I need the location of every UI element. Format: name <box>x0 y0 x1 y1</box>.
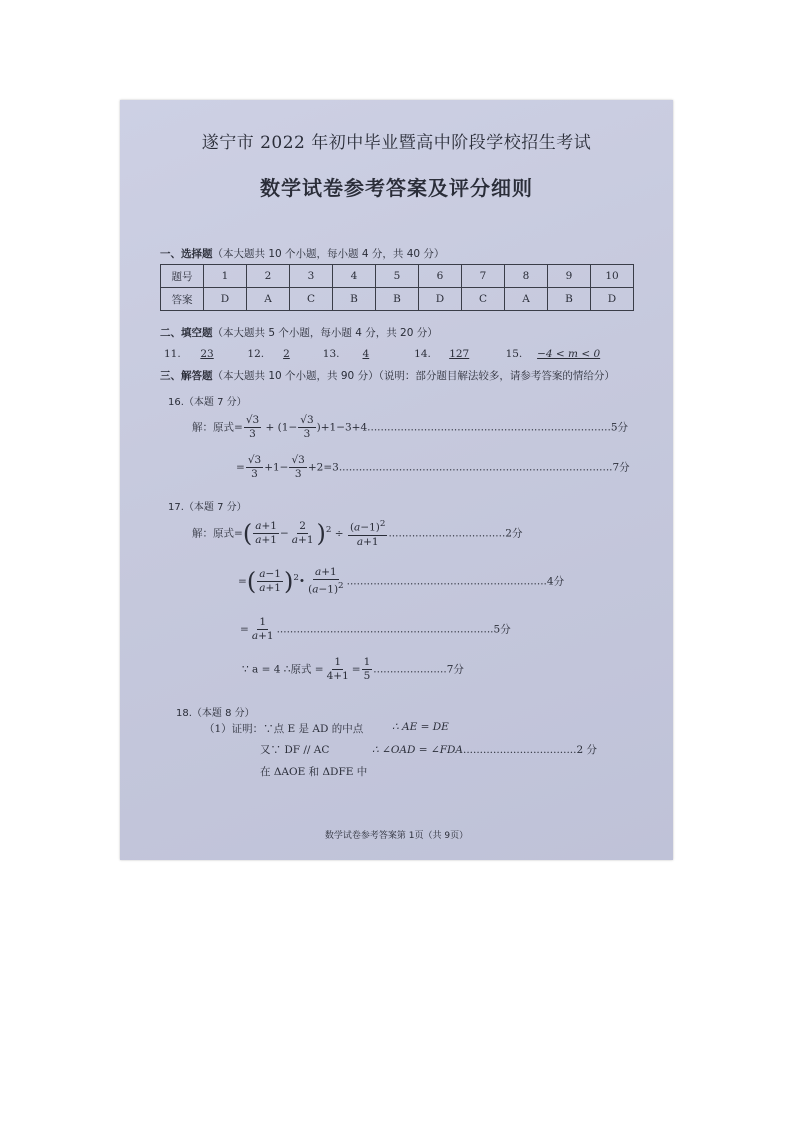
fill-number: 15. <box>505 348 523 360</box>
section-solve-note: （本大题共 10 个小题，共 90 分）（说明：部分题目解法较多，请参考答案的情给分） <box>212 370 615 382</box>
q18-line-3: 在 ΔAOE 和 ΔDFE 中 <box>260 766 368 778</box>
q16-score-1: 5分 <box>610 421 628 434</box>
table-cell: B <box>376 288 419 311</box>
q18-line-2-text: ∴ ∠OAD = ∠FDA <box>372 744 463 756</box>
fill-number: 11. <box>164 348 181 360</box>
fraction: $\frac{a+1}{a+1}$ <box>255 519 277 546</box>
fraction: $\frac{2}{a+1}$ <box>291 519 314 546</box>
fraction: $\frac{(a-1)^2}{a+1}$ <box>349 519 386 548</box>
table-cell: C <box>290 288 333 311</box>
fill-number: 13. <box>322 348 340 360</box>
fill-answer: 2 <box>283 348 290 360</box>
question-17-heading: 17.（本题 7 分） <box>168 502 247 513</box>
q17-step1: 解：原式=( $\frac{a+1}{a+1}$ − $\frac{2}{a+1}$ )$^2$ ÷ $\frac{(a-1)^2}{a+1}$ ...................................2分 <box>192 519 523 548</box>
fraction: $\frac{1}{5}$ <box>363 656 371 682</box>
fill-answer: 127 <box>449 348 470 360</box>
q17-score-4: 7分 <box>446 663 464 676</box>
fraction: $\frac{√3}{3}$ <box>300 414 314 440</box>
table-cell: 9 <box>548 265 591 288</box>
answer-sheet <box>120 100 673 860</box>
q18-line-1-result: ∴ AE = DE <box>392 721 449 733</box>
q17-jie: 解：原式= <box>192 527 243 540</box>
table-cell: 3 <box>290 265 333 288</box>
q18-line-1: （1）证明：∵点 E 是 AD 的中点 <box>204 723 364 735</box>
fill-answer: 23 <box>200 348 214 360</box>
table-cell: B <box>548 288 591 311</box>
q16-line1-tail: )+1−3+4 <box>316 421 368 434</box>
table-header-number: 题号 <box>161 265 204 288</box>
table-cell: 5 <box>376 265 419 288</box>
table-cell: D <box>591 288 634 311</box>
question-18-heading: 18.（本题 8 分） <box>176 708 255 719</box>
q17-step2: =( $\frac{a-1}{a+1}$ )$^2$• $\frac{a+1}{(a-1)^2}$ ............................................................4分 <box>238 566 565 596</box>
document-subtitle: 数学试卷参考答案及评分细则 <box>260 176 533 200</box>
table-cell: 8 <box>505 265 548 288</box>
table-cell: 1 <box>204 265 247 288</box>
table-cell: 2 <box>247 265 290 288</box>
choice-answer-table <box>160 264 634 311</box>
table-row <box>161 265 634 288</box>
fill-number: 12. <box>247 348 265 360</box>
section-choice-note: （本大题共 10 个小题，每小题 4 分，共 40 分） <box>212 248 445 260</box>
fraction: $\frac{√3}{3}$ <box>291 454 305 480</box>
fraction: $\frac{√3}{3}$ <box>247 454 262 480</box>
section-solve-label: 三、解答题 <box>160 370 213 382</box>
table-cell: D <box>204 288 247 311</box>
q16-step1: 解：原式= $\frac{√3}{3}$ + (1− $\frac{√3}{3}$ )+1−3+4.........................................................................5分 <box>192 414 628 440</box>
exam-title: 遂宁市 2022 年初中毕业暨高中阶段学校招生考试 <box>201 133 592 153</box>
q16-line2-tail: +2=3 <box>307 461 339 474</box>
fraction: $\frac{1}{a+1}$ <box>251 616 274 642</box>
table-cell: 7 <box>462 265 505 288</box>
table-cell: D <box>419 288 462 311</box>
section-fill-note: （本大题共 5 个小题，每小题 4 分，共 20 分） <box>212 327 438 339</box>
q18-line-2: 又∵ DF // AC <box>260 744 330 756</box>
table-cell: B <box>333 288 376 311</box>
table-cell: 4 <box>333 265 376 288</box>
fraction: $\frac{a-1}{a+1}$ <box>259 567 281 594</box>
table-cell: 10 <box>591 265 634 288</box>
q17-step3: = $\frac{1}{a+1}$ .................................................................5分 <box>240 616 511 642</box>
q17-score-3: 5分 <box>493 623 511 636</box>
table-cell: 6 <box>419 265 462 288</box>
q17-score-2: 4分 <box>546 575 565 588</box>
table-cell: A <box>505 288 548 311</box>
q16-jie: 解：原式= <box>192 421 243 434</box>
table-cell: A <box>247 288 290 311</box>
fraction: $\frac{a+1}{(a-1)^2}$ <box>308 566 344 596</box>
fill-number: 14. <box>414 348 431 360</box>
table-row <box>161 288 634 311</box>
section-solve-heading <box>160 368 615 383</box>
fill-answer: −4 < m < 0 <box>537 348 601 360</box>
table-header-answer: 答案 <box>161 288 204 311</box>
q18-line-2-result: ∴ ∠OAD = ∠FDA..................................2 分 <box>372 744 597 756</box>
q16-step2: = $\frac{√3}{3}$ +1− $\frac{√3}{3}$ +2=3..................................................................................7分 <box>236 454 630 480</box>
fill-answers-row <box>164 348 612 360</box>
section-choice-heading <box>160 246 444 261</box>
q17-condition: ∵ a = 4 ∴原式 = <box>242 663 324 676</box>
q17-score-1: 2分 <box>505 527 523 540</box>
table-cell: C <box>462 288 505 311</box>
section-fill-heading <box>160 325 438 340</box>
q17-step4: ∵ a = 4 ∴原式 = $\frac{1}{4+1}$ = $\frac{1}{5}$ ......................7分 <box>242 656 464 682</box>
fraction: $\frac{√3}{3}$ <box>245 414 260 440</box>
section-fill-label: 二、填空题 <box>160 327 213 339</box>
fraction: $\frac{1}{4+1}$ <box>326 656 349 682</box>
section-choice-label: 一、选择题 <box>160 248 213 260</box>
page-footer: 数学试卷参考答案第 1页（共 9页） <box>324 831 469 841</box>
q16-score-2: 7分 <box>612 461 630 474</box>
question-16-heading: 16.（本题 7 分） <box>168 397 247 408</box>
fill-answer: 4 <box>362 348 370 360</box>
q18-score: 2 分 <box>576 744 597 756</box>
